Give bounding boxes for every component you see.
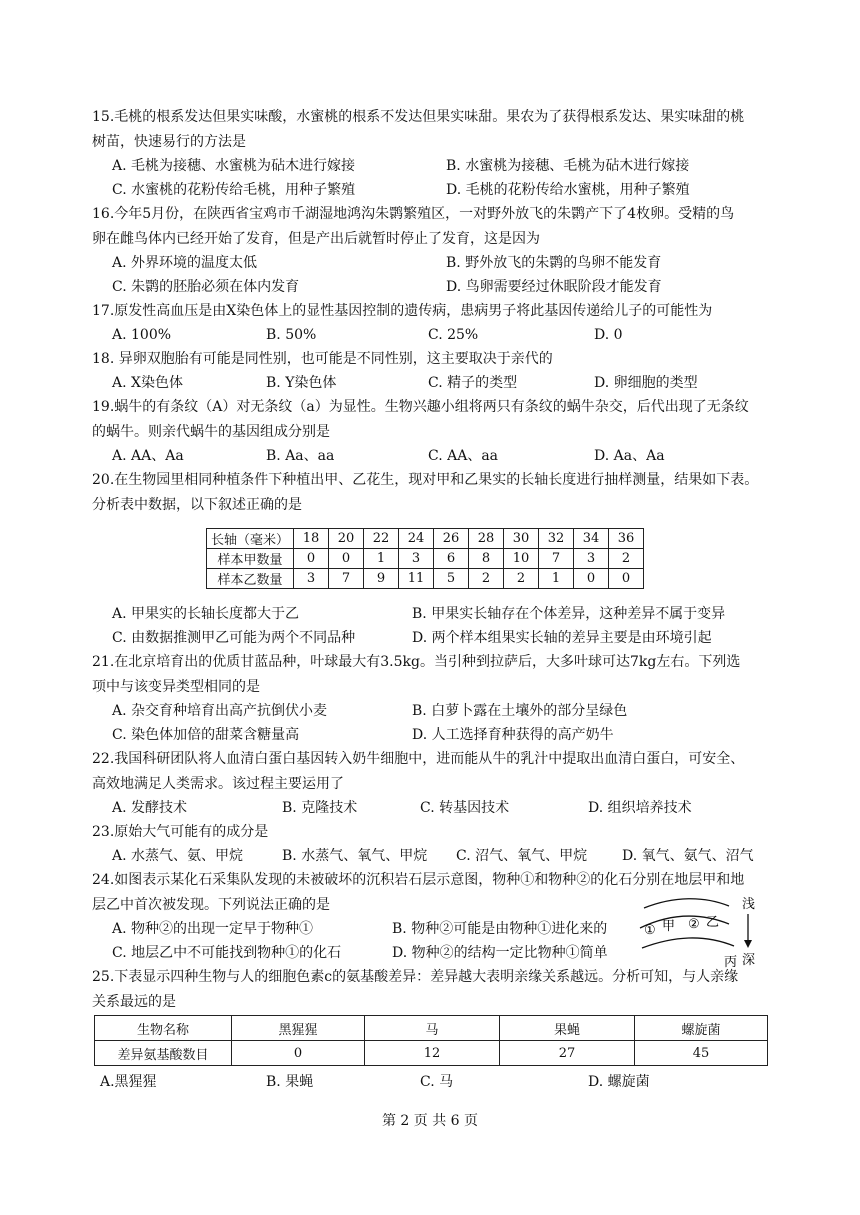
table-cell: 3 xyxy=(574,549,609,569)
q25-option-d: D. 螺旋菌 xyxy=(588,1074,650,1090)
table-cell: 0 xyxy=(294,549,329,569)
q24-option-b: B. 物种②可能是由物种①进化来的 xyxy=(392,921,608,937)
q25-option-c: C. 马 xyxy=(420,1074,454,1090)
q17-option-a: A. 100% xyxy=(112,327,172,343)
q21-option-b: B. 白萝卜露在土壤外的部分呈绿色 xyxy=(412,703,628,719)
q20-stem-line1: 20.在生物园里相同种植条件下种植出甲、乙花生，现对甲和乙果实的长轴长度进行抽样测量，结果如下表。 xyxy=(92,472,759,488)
label-shallow: 浅 xyxy=(742,897,756,912)
q17-option-c: C. 25% xyxy=(428,327,479,343)
q16-stem-line2: 卵在雌鸟体内已经开始了发育，但是产出后就暂时停止了发育，这是因为 xyxy=(92,231,540,247)
table-row xyxy=(95,1041,768,1066)
table-cell: 0 xyxy=(574,569,609,589)
q20-option-a: A. 甲果实的长轴长度都大于乙 xyxy=(112,606,300,622)
q17-option-b: B. 50% xyxy=(266,327,317,343)
table-cell: 36 xyxy=(609,529,644,549)
q23-option-b: B. 水蒸气、氧气、甲烷 xyxy=(282,848,428,864)
table-cell: 0 xyxy=(609,569,644,589)
q19-stem-line2: 的蜗牛。则亲代蜗牛的基因组成分别是 xyxy=(92,424,330,440)
table-header-cell: 螺旋菌 xyxy=(635,1016,768,1041)
table-row-label: 差异氨基酸数目 xyxy=(95,1041,232,1066)
table-cell: 1 xyxy=(539,569,574,589)
table-cell: 34 xyxy=(574,529,609,549)
table-row xyxy=(207,529,644,549)
q15-option-c: C. 水蜜桃的花粉传给毛桃，用种子繁殖 xyxy=(112,182,356,198)
q21-option-c: C. 染色体加倍的甜菜含糖量高 xyxy=(112,727,300,743)
q20-option-c: C. 由数据推测甲乙可能为两个不同品种 xyxy=(112,630,356,646)
table-cell: 24 xyxy=(399,529,434,549)
q15-stem-line2: 树苗，快速易行的方法是 xyxy=(92,134,246,150)
q15-option-a: A. 毛桃为接穗、水蜜桃为砧木进行嫁接 xyxy=(112,158,356,174)
table-cell: 22 xyxy=(364,529,399,549)
table-header-cell: 果蝇 xyxy=(500,1016,635,1041)
arrow-head-icon xyxy=(744,940,752,948)
label-deep: 深 xyxy=(742,953,756,968)
q16-option-a: A. 外界环境的温度太低 xyxy=(112,255,258,271)
q16-option-b: B. 野外放飞的朱鹮的鸟卵不能发育 xyxy=(446,255,662,271)
label-stratum-yi: 乙 xyxy=(706,915,720,930)
table-cell: 0 xyxy=(329,549,364,569)
q21-option-d: D. 人工选择育种获得的高产奶牛 xyxy=(412,727,614,743)
q20-length-table xyxy=(206,528,644,589)
q19-option-c: C. AA、aa xyxy=(428,448,499,464)
table-row xyxy=(95,1016,768,1041)
table-header-cell: 长轴（毫米） xyxy=(207,529,294,549)
table-cell: 30 xyxy=(504,529,539,549)
q23-option-d: D. 氧气、氨气、沼气 xyxy=(622,848,754,864)
q17-stem-line1: 17.原发性高血压是由X染色体上的显性基因控制的遗传病，患病男子将此基因传递给儿子的可能性为 xyxy=(92,303,713,319)
q15-option-d: D. 毛桃的花粉传给水蜜桃，用种子繁殖 xyxy=(446,182,690,198)
stratum-boundary-3 xyxy=(642,938,734,948)
table-cell: 2 xyxy=(504,569,539,589)
table-header-cell: 马 xyxy=(365,1016,500,1041)
q24-option-a: A. 物种②的出现一定早于物种① xyxy=(112,921,314,937)
q22-option-b: B. 克隆技术 xyxy=(282,800,358,816)
table-cell: 0 xyxy=(232,1041,365,1066)
q22-option-a: A. 发酵技术 xyxy=(112,800,188,816)
page-footer: 第 2 页 共 6 页 xyxy=(381,1113,479,1129)
stratum-boundary-1 xyxy=(644,899,729,908)
q25-option-b: B. 果蝇 xyxy=(266,1074,314,1090)
table-header-cell: 生物名称 xyxy=(95,1016,232,1041)
table-cell: 3 xyxy=(399,549,434,569)
table-cell: 32 xyxy=(539,529,574,549)
q21-option-a: A. 杂交育种培育出高产抗倒伏小麦 xyxy=(112,703,328,719)
q17-option-d: D. 0 xyxy=(594,327,623,343)
label-stratum-bing: 丙 xyxy=(724,955,738,970)
q20-option-d: D. 两个样本组果实长轴的差异主要是由环境引起 xyxy=(412,630,712,646)
label-stratum-jia: 甲 xyxy=(662,919,676,934)
q22-option-d: D. 组织培养技术 xyxy=(588,800,692,816)
q25-cytochrome-table xyxy=(94,1015,768,1066)
q25-stem-line2: 关系最远的是 xyxy=(92,994,176,1010)
table-row xyxy=(207,569,644,589)
table-cell: 7 xyxy=(329,569,364,589)
q18-stem-line1: 18. 异卵双胞胎有可能是同性别，也可能是不同性别，这主要取决于亲代的 xyxy=(92,351,553,367)
table-row-label: 样本甲数量 xyxy=(207,549,294,569)
table-cell: 27 xyxy=(500,1041,635,1066)
q24-option-c: C. 地层乙中不可能找到物种①的化石 xyxy=(112,945,342,961)
table-cell: 12 xyxy=(365,1041,500,1066)
q24-stem-line1: 24.如图表示某化石采集队发现的未被破坏的沉积岩石层示意图，物种①和物种②的化石分别在地层甲和地 xyxy=(92,872,745,888)
q18-option-b: B. Y染色体 xyxy=(266,375,337,391)
table-cell: 11 xyxy=(399,569,434,589)
label-species-1: ① xyxy=(644,923,656,938)
table-cell: 7 xyxy=(539,549,574,569)
q22-stem-line2: 高效地满足人类需求。该过程主要运用了 xyxy=(92,776,344,792)
table-cell: 5 xyxy=(434,569,469,589)
table-cell: 6 xyxy=(434,549,469,569)
table-cell: 3 xyxy=(294,569,329,589)
q20-stem-line2: 分析表中数据，以下叙述正确的是 xyxy=(92,497,302,513)
q15-stem-line1: 15.毛桃的根系发达但果实味酸，水蜜桃的根系不发达但果实味甜。果农为了获得根系发达、果实味甜的桃 xyxy=(92,109,745,125)
label-species-2: ② xyxy=(688,917,700,932)
q19-option-a: A. AA、Aa xyxy=(112,448,184,464)
q16-option-c: C. 朱鹮的胚胎必须在体内发育 xyxy=(112,279,300,295)
q18-option-a: A. X染色体 xyxy=(112,375,183,391)
q21-stem-line2: 项中与该变异类型相同的是 xyxy=(92,679,260,695)
q23-option-a: A. 水蒸气、氨、甲烷 xyxy=(112,848,244,864)
table-header-cell: 黑猩猩 xyxy=(232,1016,365,1041)
table-cell: 45 xyxy=(635,1041,768,1066)
table-cell: 2 xyxy=(609,549,644,569)
q19-option-d: D. Aa、Aa xyxy=(594,448,665,464)
q19-option-b: B. Aa、aa xyxy=(266,448,335,464)
q20-option-b: B. 甲果实长轴存在个体差异，这种差异不属于变异 xyxy=(412,606,726,622)
table-row xyxy=(207,549,644,569)
table-cell: 26 xyxy=(434,529,469,549)
q19-stem-line1: 19.蜗牛的有条纹（A）对无条纹（a）为显性。生物兴趣小组将两只有条纹的蜗牛杂交，后代出现了无条纹 xyxy=(92,399,749,415)
q22-option-c: C. 转基因技术 xyxy=(420,800,510,816)
table-cell: 8 xyxy=(469,549,504,569)
table-row-label: 样本乙数量 xyxy=(207,569,294,589)
table-cell: 20 xyxy=(329,529,364,549)
table-cell: 10 xyxy=(504,549,539,569)
rock-strata-diagram xyxy=(634,890,774,970)
q24-stem-line2: 层乙中首次被发现。下列说法正确的是 xyxy=(92,897,330,913)
q18-option-c: C. 精子的类型 xyxy=(428,375,518,391)
table-cell: 18 xyxy=(294,529,329,549)
q25-option-a: A.黑猩猩 xyxy=(100,1074,157,1090)
q23-stem-line1: 23.原始大气可能有的成分是 xyxy=(92,824,269,840)
table-cell: 9 xyxy=(364,569,399,589)
q24-option-d: D. 物种②的结构一定比物种①简单 xyxy=(392,945,608,961)
q25-stem-line1: 25.下表显示四种生物与人的细胞色素c的氨基酸差异：差异越大表明亲缘关系越远。分析可知，与人亲缘 xyxy=(92,969,739,985)
table-cell: 1 xyxy=(364,549,399,569)
q18-option-d: D. 卵细胞的类型 xyxy=(594,375,698,391)
table-cell: 28 xyxy=(469,529,504,549)
q16-option-d: D. 鸟卵需要经过休眠阶段才能发育 xyxy=(446,279,662,295)
q21-stem-line1: 21.在北京培育出的优质甘蓝品种，叶球最大有3.5kg。当引种到拉萨后，大多叶球可达7kg左右。下列选 xyxy=(92,654,741,670)
q23-option-c: C. 沼气、氧气、甲烷 xyxy=(456,848,588,864)
q15-option-b: B. 水蜜桃为接穗、毛桃为砧木进行嫁接 xyxy=(446,158,690,174)
q22-stem-line1: 22.我国科研团队将人血清白蛋白基因转入奶牛细胞中，进而能从牛的乳汁中提取出血清白蛋白，可安全、 xyxy=(92,751,745,767)
q16-stem-line1: 16.今年5月份，在陕西省宝鸡市千湖湿地鸿沟朱鹮繁殖区，一对野外放飞的朱鹮产下了4枚卵。受精的鸟 xyxy=(92,206,735,222)
table-cell: 2 xyxy=(469,569,504,589)
